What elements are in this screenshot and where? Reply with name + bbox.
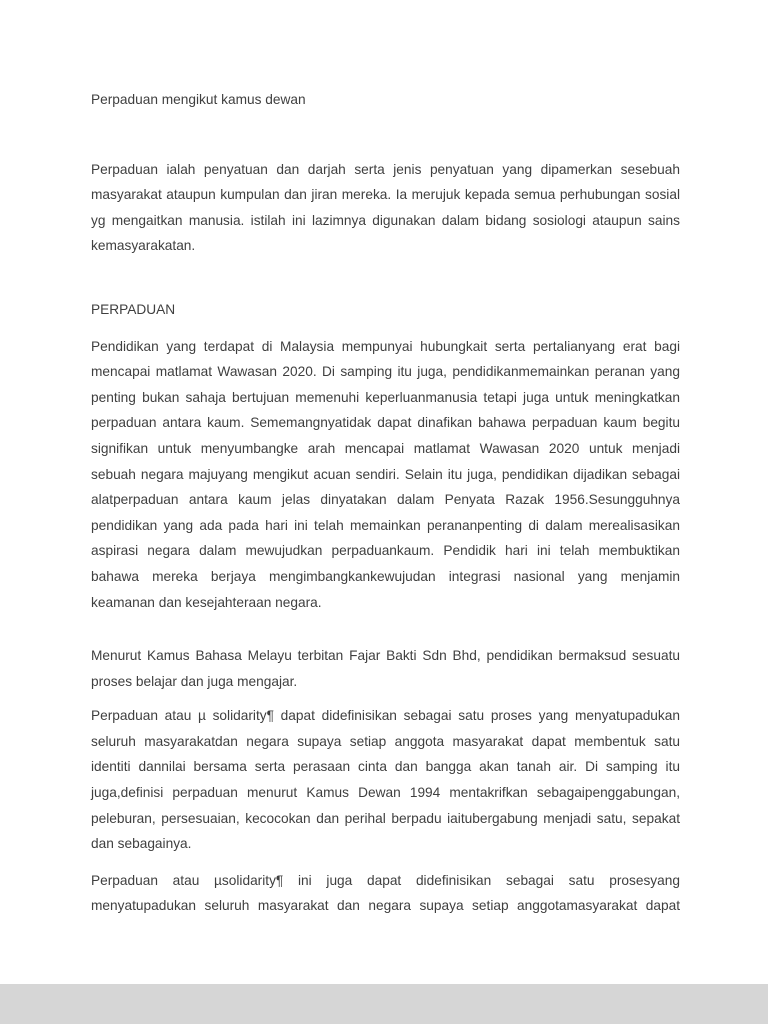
text-line: signifikan untuk menyumbangke arah mencapai matlamat Wawasan 2020 untuk menjadi [91, 440, 680, 456]
text-line: perpaduan antara kaum. Sememangnyatidak dapat dinafikan bahawa perpaduan kaum begitu [91, 415, 680, 431]
text-line: penting bukan sahaja bertujuan memenuhi keperluanmanusia tetapi juga untuk meningkatkan [91, 389, 680, 405]
text-line: kemasyarakatan. [91, 238, 196, 254]
paragraph [91, 703, 680, 857]
text-line: sebuah negara majuyang mengikut acuan sendiri. Selain itu juga, pendidikan dijadikan sebagai [91, 466, 680, 482]
text-line: pendidikan yang ada pada hari ini telah memainkan perananpenting di dalam merealisasikan [91, 517, 680, 533]
text-line: peleburan, persesuaian, kecocokan dan perihal berpadu iaitubergabung menjadi satu, sepakat [91, 810, 680, 826]
text-line: proses belajar dan juga mengajar. [91, 673, 298, 689]
heading [91, 297, 680, 323]
text-line: masyarakat ataupun kumpulan dan jiran mereka. Ia merujuk kepada semua perhubungan sosial [91, 187, 680, 203]
text-line: juga,definisi perpaduan menurut Kamus Dewan 1994 mentakrifkan sebagaipenggabungan, [91, 785, 680, 801]
text-line: bahawa mereka berjaya mengimbangkankewujudan integrasi nasional yang menjamin [91, 568, 680, 584]
viewer-background-strip [0, 984, 768, 1024]
text-line: dan sebagainya. [91, 836, 192, 852]
paragraph [91, 868, 680, 919]
paragraph [91, 643, 680, 694]
text-line: aspirasi negara dalam mewujudkan perpaduankaum. Pendidik hari ini telah membuktikan [91, 543, 680, 559]
text-line: mencapai matlamat Wawasan 2020. Di samping itu juga, pendidikanmemainkan peranan yang [91, 364, 680, 380]
text-line: Pendidikan yang terdapat di Malaysia mempunyai hubungkait serta pertalianyang erat bagi [91, 338, 680, 354]
text-line: alatperpaduan antara kaum jelas dinyatakan dalam Penyata Razak 1956.Sesungguhnya [91, 492, 680, 508]
text-line: Perpaduan mengikut kamus dewan [91, 92, 306, 107]
text-line: Perpaduan ialah penyatuan dan darjah serta jenis penyatuan yang dipamerkan sesebuah [91, 161, 680, 177]
text-line: Perpaduan atau µsolidarity¶ ini juga dapat didefinisikan sebagai satu prosesyang [91, 872, 680, 888]
text-line: identiti dannilai bersama serta perasaan cinta dan bangga akan tanah air. Di samping itu [91, 759, 680, 775]
text-line: PERPADUAN [91, 301, 176, 317]
paragraph [91, 334, 680, 616]
text-line: yg mengaitkan manusia. istilah ini lazimnya digunakan dalam bidang sosiologi ataupun sains [91, 212, 680, 228]
text-line: keamanan dan kesejahteraan negara. [91, 594, 322, 610]
text-line: seluruh masyarakatdan negara supaya setiap anggota masyarakat dapat membentuk satu [91, 733, 680, 749]
heading [91, 87, 680, 113]
document-body [91, 87, 680, 919]
text-line: Menurut Kamus Bahasa Melayu terbitan Fajar Bakti Sdn Bhd, pendidikan bermaksud sesuatu [91, 648, 680, 664]
paragraph [91, 157, 680, 259]
text-line: Perpaduan atau µ solidarity¶ dapat didefinisikan sebagai satu proses yang menyatupadukan [91, 708, 680, 724]
text-line: menyatupadukan seluruh masyarakat dan negara supaya setiap anggotamasyarakat dapat [91, 898, 680, 914]
